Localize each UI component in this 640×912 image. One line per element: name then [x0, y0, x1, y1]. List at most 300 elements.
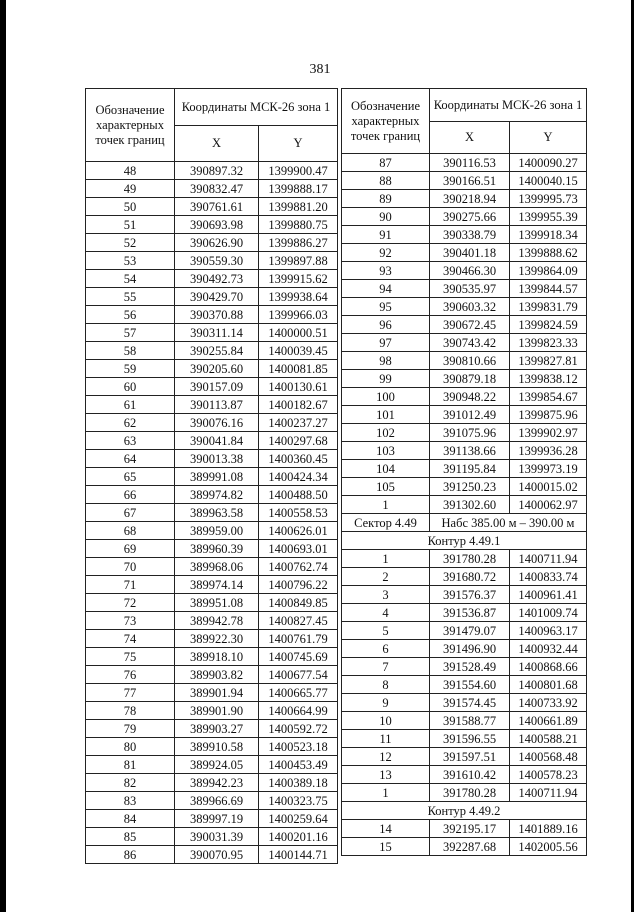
y-coordinate-cell: 1400081.85 [259, 360, 338, 378]
y-coordinate-cell: 1400963.17 [510, 622, 587, 640]
x-coordinate-cell: 390205.60 [175, 360, 259, 378]
point-number-cell: 67 [86, 504, 175, 522]
y-coordinate-cell: 1399973.19 [510, 460, 587, 478]
x-coordinate-cell: 391588.77 [430, 712, 510, 730]
point-number-cell: 86 [86, 846, 175, 864]
x-coordinate-cell: 389968.06 [175, 558, 259, 576]
x-coordinate-cell: 390070.95 [175, 846, 259, 864]
table-row [86, 342, 338, 360]
point-number-cell: 2 [342, 568, 430, 586]
x-coordinate-cell: 391576.37 [430, 586, 510, 604]
x-coordinate-cell: 389922.30 [175, 630, 259, 648]
table-row [86, 810, 338, 828]
point-number-cell: 104 [342, 460, 430, 478]
sector-label: Сектор 4.49 [342, 514, 430, 532]
y-coordinate-cell: 1400259.64 [259, 810, 338, 828]
y-coordinate-cell: 1399897.88 [259, 252, 338, 270]
point-number-cell: 11 [342, 730, 430, 748]
contour-2-body [342, 820, 587, 856]
point-number-cell: 73 [86, 612, 175, 630]
point-number-cell: 14 [342, 820, 430, 838]
point-number-cell: 72 [86, 594, 175, 612]
y-coordinate-cell: 1399915.62 [259, 270, 338, 288]
point-number-cell: 13 [342, 766, 430, 784]
table-row [86, 306, 338, 324]
coordinates-header: Координаты МСК-26 зона 1 [175, 89, 338, 126]
y-coordinate-cell: 1399838.12 [510, 370, 587, 388]
y-coordinate-cell: 1399936.28 [510, 442, 587, 460]
y-coordinate-cell: 1400323.75 [259, 792, 338, 810]
point-number-cell: 96 [342, 316, 430, 334]
point-number-cell: 9 [342, 694, 430, 712]
x-coordinate-cell: 390603.32 [430, 298, 510, 316]
y-coordinate-cell: 1400868.66 [510, 658, 587, 676]
x-coordinate-cell: 391012.49 [430, 406, 510, 424]
y-coordinate-cell: 1400664.99 [259, 702, 338, 720]
point-number-cell: 8 [342, 676, 430, 694]
contour-row [342, 802, 587, 820]
y-coordinate-cell: 1400833.74 [510, 568, 587, 586]
y-coordinate-cell: 1400588.21 [510, 730, 587, 748]
table-row [342, 190, 587, 208]
table-row [342, 172, 587, 190]
table-row [86, 828, 338, 846]
y-coordinate-cell: 1399880.75 [259, 216, 338, 234]
x-coordinate-cell: 389942.23 [175, 774, 259, 792]
table-row [86, 288, 338, 306]
y-coordinate-cell: 1399831.79 [510, 298, 587, 316]
table-row [86, 756, 338, 774]
point-number-cell: 3 [342, 586, 430, 604]
y-coordinate-cell: 1399888.17 [259, 180, 338, 198]
x-coordinate-cell: 389963.58 [175, 504, 259, 522]
y-coordinate-cell: 1400453.49 [259, 756, 338, 774]
table-row [86, 414, 338, 432]
table-row [86, 630, 338, 648]
y-coordinate-cell: 1400796.22 [259, 576, 338, 594]
right-table-body [342, 154, 587, 514]
x-coordinate-cell: 390559.30 [175, 252, 259, 270]
point-number-cell: 5 [342, 622, 430, 640]
x-coordinate-cell: 389966.69 [175, 792, 259, 810]
x-coordinate-cell: 390076.16 [175, 414, 259, 432]
x-coordinate-cell: 390370.88 [175, 306, 259, 324]
table-row [86, 540, 338, 558]
point-number-cell: 91 [342, 226, 430, 244]
y-coordinate-cell: 1400389.18 [259, 774, 338, 792]
y-column-header: Y [259, 126, 338, 162]
y-coordinate-cell: 1401889.16 [510, 820, 587, 838]
point-number-cell: 65 [86, 468, 175, 486]
x-coordinate-cell: 389924.05 [175, 756, 259, 774]
point-number-cell: 50 [86, 198, 175, 216]
y-coordinate-cell: 1401009.74 [510, 604, 587, 622]
table-row [86, 270, 338, 288]
table-row [342, 604, 587, 622]
point-number-cell: 75 [86, 648, 175, 666]
table-row [86, 522, 338, 540]
table-row [342, 280, 587, 298]
point-number-cell: 78 [86, 702, 175, 720]
point-number-cell: 52 [86, 234, 175, 252]
table-row [342, 244, 587, 262]
point-number-cell: 59 [86, 360, 175, 378]
x-coordinate-cell: 391479.07 [430, 622, 510, 640]
point-number-cell: 49 [86, 180, 175, 198]
x-coordinate-cell: 389918.10 [175, 648, 259, 666]
table-row [342, 496, 587, 514]
point-number-cell: 70 [86, 558, 175, 576]
y-coordinate-cell: 1399844.57 [510, 280, 587, 298]
y-coordinate-cell: 1400827.45 [259, 612, 338, 630]
table-row [342, 460, 587, 478]
y-coordinate-cell: 1400711.94 [510, 784, 587, 802]
y-coordinate-cell: 1399823.33 [510, 334, 587, 352]
x-coordinate-cell: 390948.22 [430, 388, 510, 406]
y-coordinate-cell: 1400665.77 [259, 684, 338, 702]
point-number-cell: 93 [342, 262, 430, 280]
point-number-cell: 95 [342, 298, 430, 316]
table-row [86, 234, 338, 252]
y-coordinate-cell: 1400558.53 [259, 504, 338, 522]
point-number-cell: 105 [342, 478, 430, 496]
y-coordinate-cell: 1399995.73 [510, 190, 587, 208]
x-coordinate-cell: 390761.61 [175, 198, 259, 216]
x-coordinate-cell: 389960.39 [175, 540, 259, 558]
y-coordinate-cell: 1400062.97 [510, 496, 587, 514]
x-coordinate-cell: 389951.08 [175, 594, 259, 612]
x-coordinate-cell: 391302.60 [430, 496, 510, 514]
y-coordinate-cell: 1399955.39 [510, 208, 587, 226]
table-row [342, 316, 587, 334]
y-column-header: Y [510, 122, 587, 154]
x-coordinate-cell: 390031.39 [175, 828, 259, 846]
point-number-cell: 68 [86, 522, 175, 540]
point-number-cell: 71 [86, 576, 175, 594]
scan-edge-left [0, 0, 6, 912]
y-coordinate-cell: 1400626.01 [259, 522, 338, 540]
table-row [342, 478, 587, 496]
y-coordinate-cell: 1400297.68 [259, 432, 338, 450]
table-row [342, 694, 587, 712]
point-number-cell: 7 [342, 658, 430, 676]
x-coordinate-cell: 391250.23 [430, 478, 510, 496]
y-coordinate-cell: 1399864.09 [510, 262, 587, 280]
point-designation-header: Обозначение характерных точек границ [86, 89, 175, 162]
table-row [86, 666, 338, 684]
x-column-header: X [430, 122, 510, 154]
table-row [342, 820, 587, 838]
point-number-cell: 76 [86, 666, 175, 684]
y-coordinate-cell: 1400711.94 [510, 550, 587, 568]
x-coordinate-cell: 391195.84 [430, 460, 510, 478]
x-coordinate-cell: 391597.51 [430, 748, 510, 766]
y-coordinate-cell: 1400801.68 [510, 676, 587, 694]
coordinates-table-right [341, 88, 587, 856]
x-coordinate-cell: 389959.00 [175, 522, 259, 540]
y-coordinate-cell: 1400762.74 [259, 558, 338, 576]
x-coordinate-cell: 391596.55 [430, 730, 510, 748]
y-coordinate-cell: 1400040.15 [510, 172, 587, 190]
point-number-cell: 89 [342, 190, 430, 208]
point-number-cell: 80 [86, 738, 175, 756]
table-row [86, 486, 338, 504]
point-number-cell: 64 [86, 450, 175, 468]
y-coordinate-cell: 1400090.27 [510, 154, 587, 172]
table-row [342, 784, 587, 802]
x-coordinate-cell: 389974.14 [175, 576, 259, 594]
x-coordinate-cell: 391680.72 [430, 568, 510, 586]
table-row [342, 676, 587, 694]
table-row [86, 468, 338, 486]
x-coordinate-cell: 391536.87 [430, 604, 510, 622]
x-coordinate-cell: 390879.18 [430, 370, 510, 388]
x-coordinate-cell: 390672.45 [430, 316, 510, 334]
x-coordinate-cell: 390832.47 [175, 180, 259, 198]
x-coordinate-cell: 390535.97 [430, 280, 510, 298]
x-coordinate-cell: 392195.17 [430, 820, 510, 838]
table-row [86, 612, 338, 630]
x-coordinate-cell: 390166.51 [430, 172, 510, 190]
table-row [342, 550, 587, 568]
sector-row [342, 514, 587, 532]
table-row [342, 370, 587, 388]
table-row [86, 720, 338, 738]
point-number-cell: 56 [86, 306, 175, 324]
table-row [86, 576, 338, 594]
y-coordinate-cell: 1400661.89 [510, 712, 587, 730]
x-coordinate-cell: 389903.82 [175, 666, 259, 684]
table-row [86, 216, 338, 234]
table-row [86, 774, 338, 792]
y-coordinate-cell: 1399875.96 [510, 406, 587, 424]
y-coordinate-cell: 1400144.71 [259, 846, 338, 864]
y-coordinate-cell: 1400201.16 [259, 828, 338, 846]
table-row [342, 154, 587, 172]
table-row [86, 684, 338, 702]
x-coordinate-cell: 390013.38 [175, 450, 259, 468]
x-coordinate-cell: 390157.09 [175, 378, 259, 396]
point-number-cell: 12 [342, 748, 430, 766]
table-row [342, 352, 587, 370]
table-row [342, 406, 587, 424]
scan-edge-right [631, 0, 634, 912]
x-coordinate-cell: 390492.73 [175, 270, 259, 288]
point-number-cell: 58 [86, 342, 175, 360]
x-coordinate-cell: 390218.94 [430, 190, 510, 208]
x-coordinate-cell: 391554.60 [430, 676, 510, 694]
x-coordinate-cell: 389991.08 [175, 468, 259, 486]
point-number-cell: 82 [86, 774, 175, 792]
table-row [342, 712, 587, 730]
table-row [342, 262, 587, 280]
x-coordinate-cell: 390626.90 [175, 234, 259, 252]
point-number-cell: 88 [342, 172, 430, 190]
table-row [342, 658, 587, 676]
y-coordinate-cell: 1400745.69 [259, 648, 338, 666]
x-coordinate-cell: 389901.94 [175, 684, 259, 702]
table-row [342, 442, 587, 460]
y-coordinate-cell: 1400237.27 [259, 414, 338, 432]
table-row [342, 208, 587, 226]
x-coordinate-cell: 389910.58 [175, 738, 259, 756]
x-coordinate-cell: 390255.84 [175, 342, 259, 360]
point-number-cell: 74 [86, 630, 175, 648]
table-row [342, 424, 587, 442]
x-coordinate-cell: 391610.42 [430, 766, 510, 784]
table-row [86, 396, 338, 414]
y-coordinate-cell: 1400000.51 [259, 324, 338, 342]
x-coordinate-cell: 390429.70 [175, 288, 259, 306]
point-number-cell: 62 [86, 414, 175, 432]
point-number-cell: 83 [86, 792, 175, 810]
point-number-cell: 98 [342, 352, 430, 370]
y-coordinate-cell: 1400488.50 [259, 486, 338, 504]
point-number-cell: 77 [86, 684, 175, 702]
point-number-cell: 94 [342, 280, 430, 298]
table-row [342, 730, 587, 748]
x-coordinate-cell: 390275.66 [430, 208, 510, 226]
y-coordinate-cell: 1400961.41 [510, 586, 587, 604]
coordinates-table-left [85, 88, 338, 864]
contour-row [342, 532, 587, 550]
y-coordinate-cell: 1400360.45 [259, 450, 338, 468]
table-row [86, 162, 338, 180]
coordinates-header: Координаты МСК-26 зона 1 [430, 89, 587, 122]
table-row [86, 738, 338, 756]
page-number: 381 [309, 62, 331, 77]
table-row [86, 198, 338, 216]
point-number-cell: 1 [342, 496, 430, 514]
y-coordinate-cell: 1400424.34 [259, 468, 338, 486]
point-number-cell: 4 [342, 604, 430, 622]
table-row [342, 622, 587, 640]
y-coordinate-cell: 1399918.34 [510, 226, 587, 244]
x-coordinate-cell: 390810.66 [430, 352, 510, 370]
x-coordinate-cell: 390116.53 [430, 154, 510, 172]
y-coordinate-cell: 1399966.03 [259, 306, 338, 324]
point-number-cell: 61 [86, 396, 175, 414]
point-number-cell: 69 [86, 540, 175, 558]
y-coordinate-cell: 1399827.81 [510, 352, 587, 370]
point-number-cell: 97 [342, 334, 430, 352]
x-coordinate-cell: 390401.18 [430, 244, 510, 262]
y-coordinate-cell: 1402005.56 [510, 838, 587, 856]
table-row [86, 432, 338, 450]
point-number-cell: 103 [342, 442, 430, 460]
y-coordinate-cell: 1399886.27 [259, 234, 338, 252]
y-coordinate-cell: 1399881.20 [259, 198, 338, 216]
y-coordinate-cell: 1400578.23 [510, 766, 587, 784]
point-number-cell: 1 [342, 784, 430, 802]
x-coordinate-cell: 389997.19 [175, 810, 259, 828]
x-coordinate-cell: 389903.27 [175, 720, 259, 738]
point-number-cell: 79 [86, 720, 175, 738]
y-coordinate-cell: 1399888.62 [510, 244, 587, 262]
point-number-cell: 87 [342, 154, 430, 172]
x-coordinate-cell: 390743.42 [430, 334, 510, 352]
y-coordinate-cell: 1399938.64 [259, 288, 338, 306]
point-number-cell: 57 [86, 324, 175, 342]
y-coordinate-cell: 1399824.59 [510, 316, 587, 334]
x-coordinate-cell: 391528.49 [430, 658, 510, 676]
y-coordinate-cell: 1400761.79 [259, 630, 338, 648]
y-coordinate-cell: 1400130.61 [259, 378, 338, 396]
point-number-cell: 48 [86, 162, 175, 180]
contour-label: Контур 4.49.1 [342, 532, 587, 550]
y-coordinate-cell: 1400932.44 [510, 640, 587, 658]
contour-2-section [342, 802, 587, 820]
table-row [86, 360, 338, 378]
table-row [86, 504, 338, 522]
table-row [342, 640, 587, 658]
point-number-cell: 99 [342, 370, 430, 388]
x-coordinate-cell: 391138.66 [430, 442, 510, 460]
table-row [342, 226, 587, 244]
table-row [86, 648, 338, 666]
point-number-cell: 102 [342, 424, 430, 442]
left-table-body [86, 162, 338, 864]
sector-section [342, 514, 587, 550]
point-number-cell: 60 [86, 378, 175, 396]
point-number-cell: 1 [342, 550, 430, 568]
contour-label: Контур 4.49.2 [342, 802, 587, 820]
x-coordinate-cell: 392287.68 [430, 838, 510, 856]
table-row [342, 388, 587, 406]
point-number-cell: 84 [86, 810, 175, 828]
table-row [342, 838, 587, 856]
point-number-cell: 54 [86, 270, 175, 288]
y-coordinate-cell: 1400039.45 [259, 342, 338, 360]
table-row [86, 792, 338, 810]
point-number-cell: 51 [86, 216, 175, 234]
y-coordinate-cell: 1400693.01 [259, 540, 338, 558]
x-coordinate-cell: 391496.90 [430, 640, 510, 658]
table-row [86, 378, 338, 396]
point-number-cell: 55 [86, 288, 175, 306]
table-row [86, 846, 338, 864]
point-number-cell: 101 [342, 406, 430, 424]
x-coordinate-cell: 391780.28 [430, 550, 510, 568]
point-number-cell: 10 [342, 712, 430, 730]
contour-1-body [342, 550, 587, 802]
x-coordinate-cell: 389974.82 [175, 486, 259, 504]
x-coordinate-cell: 390311.14 [175, 324, 259, 342]
point-number-cell: 15 [342, 838, 430, 856]
table-row [86, 324, 338, 342]
y-coordinate-cell: 1400568.48 [510, 748, 587, 766]
point-number-cell: 81 [86, 756, 175, 774]
table-row [86, 450, 338, 468]
x-coordinate-cell: 390466.30 [430, 262, 510, 280]
point-designation-header: Обозначение характерных точек границ [342, 89, 430, 154]
x-coordinate-cell: 391574.45 [430, 694, 510, 712]
table-row [86, 558, 338, 576]
table-row [342, 568, 587, 586]
y-coordinate-cell: 1400182.67 [259, 396, 338, 414]
y-coordinate-cell: 1400523.18 [259, 738, 338, 756]
x-coordinate-cell: 390113.87 [175, 396, 259, 414]
x-coordinate-cell: 390897.32 [175, 162, 259, 180]
x-coordinate-cell: 390693.98 [175, 216, 259, 234]
y-coordinate-cell: 1400015.02 [510, 478, 587, 496]
table-row [86, 252, 338, 270]
point-number-cell: 92 [342, 244, 430, 262]
table-row [342, 586, 587, 604]
y-coordinate-cell: 1400733.92 [510, 694, 587, 712]
table-row [86, 702, 338, 720]
table-row [342, 748, 587, 766]
